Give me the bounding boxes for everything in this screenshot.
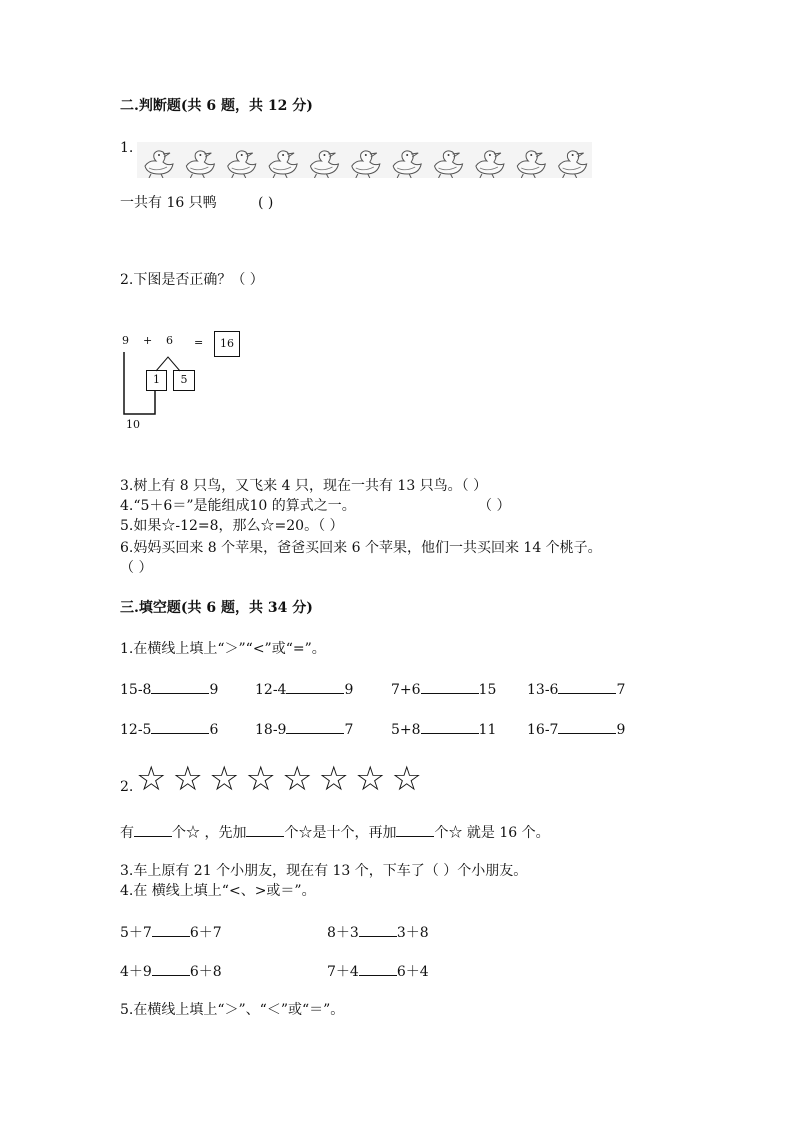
answer-blank[interactable] (152, 922, 190, 937)
duck-icon (145, 151, 173, 178)
expr-right: 7 (344, 722, 354, 738)
q3-5-text: 5.在横线上填上“＞”、“＜”或“＝”。 (120, 1002, 345, 1018)
diagram-plus: + (143, 334, 153, 347)
duck-icon (435, 151, 463, 178)
expr-left: 16-7 (527, 722, 559, 738)
star-icon: ☆ (136, 759, 167, 799)
q3-1-row1-item-4 (527, 679, 625, 699)
duck-icon (517, 151, 545, 178)
expr-left: 8＋3 (327, 925, 359, 941)
text-part: 个☆是十个，再加 (284, 825, 397, 841)
q3-1-row2-item-2 (255, 719, 353, 739)
section-2-title: 二.判断题(共 6 题，共 12 分) (120, 98, 313, 114)
diagram-addend-a: 9 (122, 334, 129, 347)
answer-blank[interactable] (286, 719, 344, 734)
star-icon: ☆ (172, 759, 203, 799)
q3-4-item-1 (120, 922, 222, 942)
expr-left: 13-6 (527, 682, 559, 698)
q2-4-text: 4.“5＋6＝”是能组成10 的算式之一。 (120, 498, 356, 514)
expr-left: 5＋7 (120, 925, 152, 941)
q3-4-item-3 (120, 961, 222, 981)
answer-blank[interactable] (151, 719, 209, 734)
expr-right: 6＋8 (189, 964, 222, 980)
text-part: 个☆ 就是 16 个。 (434, 825, 550, 841)
diagram-lines (118, 345, 198, 420)
q2-6-text: 6.妈妈买回来 8 个苹果，爸爸买回来 6 个苹果，他们一共买回来 14 个桃子。 (120, 540, 602, 556)
duck-picture (137, 142, 592, 178)
duck-icon (269, 151, 297, 178)
expr-right: 9 (209, 682, 219, 698)
expr-left: 5+8 (391, 722, 421, 738)
diagram-split-box-1: 1 (146, 370, 167, 391)
duck-icon (310, 151, 338, 178)
text-part: 有 (120, 825, 134, 841)
diagram-split-box-2: 5 (173, 370, 195, 391)
q2-5-text: 5.如果☆-12=8，那么☆=20。（ ） (120, 518, 344, 534)
expr-right: 9 (616, 722, 626, 738)
star-icon: ☆ (209, 759, 240, 799)
answer-blank[interactable] (359, 922, 397, 937)
expr-right: 6 (209, 722, 219, 738)
expr-left: 12-5 (120, 722, 152, 738)
star-icon: ☆ (245, 759, 276, 799)
star-icon: ☆ (282, 759, 313, 799)
star-icon: ☆ (355, 759, 386, 799)
q3-1-row1-item-2 (255, 679, 353, 699)
duck-icon (228, 151, 256, 178)
duck-icon (186, 151, 214, 178)
q3-3-text: 3.车上原有 21 个小朋友，现在有 13 个，下车了（ ）个小朋友。 (120, 863, 528, 879)
answer-blank[interactable] (286, 679, 344, 694)
diagram-result-box: 16 (214, 331, 240, 357)
q2-6-answer-paren: （ ） (120, 560, 153, 576)
q3-1-row2-item-3 (391, 719, 496, 739)
q2-2-text: 2.下图是否正确？（ ） (120, 272, 264, 288)
answer-blank[interactable] (359, 961, 397, 976)
expr-left: 18-9 (255, 722, 287, 738)
answer-blank[interactable] (152, 961, 190, 976)
expr-right: 6＋7 (189, 925, 222, 941)
answer-blank[interactable] (558, 719, 616, 734)
diagram-equals: = (194, 336, 204, 349)
text-part: 个☆ ，先加 (172, 825, 247, 841)
expr-right: 9 (344, 682, 354, 698)
duck-icon (393, 151, 421, 178)
expr-right: 3＋8 (396, 925, 429, 941)
q3-1-row2-item-4 (527, 719, 625, 739)
q3-4-item-4 (327, 961, 429, 981)
q3-2-text (120, 822, 550, 842)
expr-right: 11 (478, 722, 497, 738)
expr-left: 4＋9 (120, 964, 152, 980)
expr-right: 7 (616, 682, 626, 698)
q2-3-text: 3.树上有 8 只鸟，又飞来 4 只，现在一共有 13 只鸟。（ ） (120, 478, 488, 494)
duck-icons (137, 142, 592, 178)
diagram-addend-b: 6 (166, 334, 173, 347)
expr-left: 7+6 (391, 682, 421, 698)
answer-blank[interactable] (558, 679, 616, 694)
q3-2-number: 2. (120, 779, 134, 795)
answer-blank[interactable] (421, 679, 479, 694)
expr-right: 15 (478, 682, 497, 698)
diagram-ten-label: 10 (126, 418, 140, 431)
answer-blank[interactable] (134, 822, 172, 837)
q3-1-row2-item-1 (120, 719, 218, 739)
duck-icon (352, 151, 380, 178)
q2-1-text: 一共有 16 只鸭 (120, 195, 217, 211)
q3-1-row1-item-3 (391, 679, 496, 699)
star-icon: ☆ (391, 759, 422, 799)
duck-icon (476, 151, 504, 178)
answer-blank[interactable] (246, 822, 284, 837)
expr-left: 15-8 (120, 682, 152, 698)
q3-4-item-2 (327, 922, 429, 942)
q3-4-text: 4.在 横线上填上“<、>或＝”。 (120, 883, 316, 899)
answer-blank[interactable] (396, 822, 434, 837)
q2-1-number: 1. (120, 140, 134, 156)
expr-left: 7＋4 (327, 964, 359, 980)
q3-1-row1-item-1 (120, 679, 218, 699)
star-icon: ☆ (318, 759, 349, 799)
q2-1-answer-paren: ( ) (258, 195, 274, 211)
expr-right: 6＋4 (396, 964, 429, 980)
answer-blank[interactable] (421, 719, 479, 734)
answer-blank[interactable] (151, 679, 209, 694)
duck-icon (559, 151, 587, 178)
q2-4-answer-paren: （ ） (478, 498, 511, 514)
q3-1-text: 1.在横线上填上“＞”“<”或“=”。 (120, 641, 326, 657)
expr-left: 12-4 (255, 682, 287, 698)
section-3-title: 三.填空题(共 6 题，共 34 分) (120, 600, 313, 616)
